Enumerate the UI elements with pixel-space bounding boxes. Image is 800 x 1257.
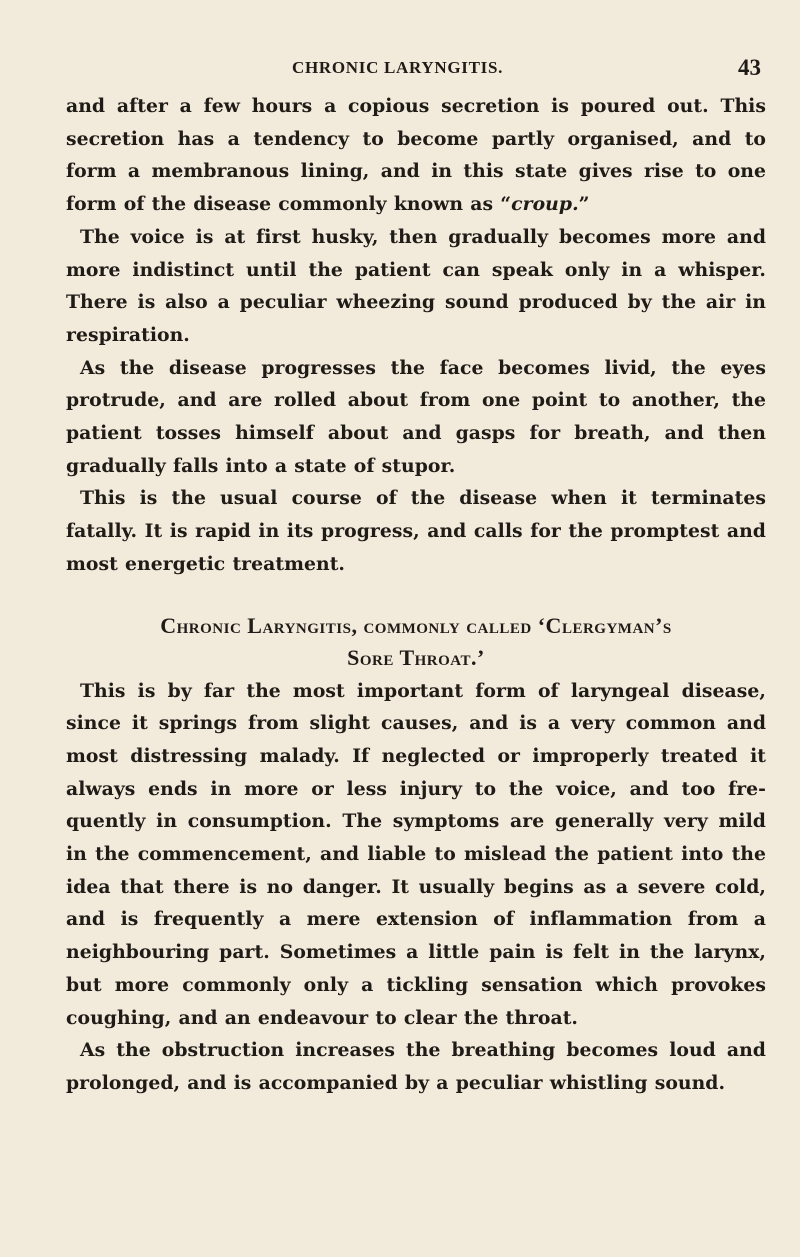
section-heading-chronic-laryngitis [66,610,766,674]
section-heading-line-2: Sore Throat.’ [347,644,485,670]
croup-term: croup. [511,193,579,216]
running-head [66,54,766,86]
book-page [66,54,766,1100]
paragraph-croup [66,90,766,221]
paragraph-obstruction: As the obstruction increases the breathing becomes loud and prolonged, and is accompanied by a peculiar whistling sound. [66,1039,766,1094]
running-title: CHRONIC LARYNGITIS. [292,58,504,77]
paragraph-fatal-course: This is the usual course of the disease when it terminates fatally. It is rapid in its progress, and calls for the promptest and most energetic treatment. [66,487,766,575]
page-number: 43 [738,55,761,80]
paragraph-croup-close-quote: ” [578,193,590,216]
paragraph-progression: As the disease progresses the face becomes livid, the eyes protrude, and are rolled about from one point to another, the patient tosses himself about and gasps for breath, and then gradually falls into a state of stupor. [66,356,766,477]
paragraph-importance: This is by far the most important form of laryngeal disease, since it springs from slight causes, and is a very common and most distressing malady. If neglected or improperly treated it always ends in more or less injury to the voice, and too fre- quently in consumption. The symptoms are generally very mild in the commencement, and liable to mislead the patient into the idea that there is no danger. It usually begins as a severe cold, and is frequently a mere extension of inflammation from a neighbouring part. Sometimes a little pain is felt in the larynx, but more commonly only a tickling sensation which provokes coughing, and an endeavour to clear the throat. [66,679,766,1029]
section-heading-line-1: Chronic Laryngitis, commonly called ‘Clergyman’s [160,612,672,638]
paragraph-voice: The voice is at first husky, then gradually becomes more and more indistinct until the patient can speak only in a whisper. There is also a peculiar wheezing sound produced by the air in respiration. [66,225,766,346]
paragraph-croup-text: and after a few hours a copious secretion is poured out. This secretion has a tendency to become partly organised, and to form a membranous lining, and in this state gives rise to one form of the disease commonly known as “ [66,95,766,216]
